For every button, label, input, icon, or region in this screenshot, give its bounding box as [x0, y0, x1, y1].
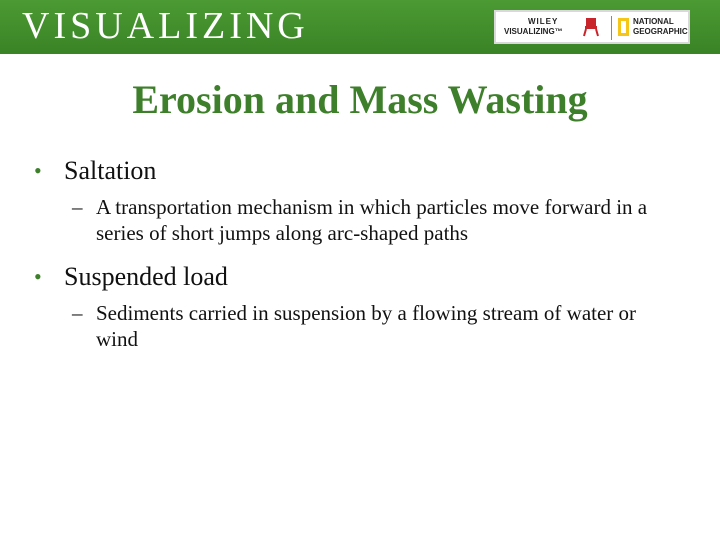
sub-bullet-text: Sediments carried in suspension by a flowing stream of water or wind: [96, 301, 637, 351]
banner-title: VISUALIZING: [22, 5, 309, 47]
national-geographic-text: [633, 17, 688, 37]
bullet-dot: •: [34, 264, 42, 289]
sub-bullet-suspended-load: [34, 300, 674, 352]
national-geographic-icon: [618, 18, 629, 36]
natgeo-line-1: NATIONAL: [633, 17, 674, 26]
logo-divider: [611, 16, 612, 40]
wiley-logo-text: WILEY: [528, 17, 559, 26]
bullet-text: Saltation: [64, 156, 157, 185]
slide-title: Erosion and Mass Wasting: [132, 77, 588, 122]
sub-bullet-text: A transportation mechanism in which particles move forward in a series of short jumps along arc-shaped paths: [96, 195, 648, 245]
sub-bullet-dash: –: [72, 301, 83, 325]
bullet-suspended-load: [34, 260, 674, 294]
bullet-text: Suspended load: [64, 262, 228, 291]
sub-bullet-dash: –: [72, 195, 83, 219]
slide-content: [34, 154, 674, 366]
header-banner: [0, 0, 720, 54]
publisher-logo: [494, 10, 690, 44]
natgeo-line-2: GEOGRAPHIC: [633, 27, 688, 36]
visualizing-logo-text: VISUALIZING™: [504, 27, 563, 36]
sub-bullet-saltation: [34, 194, 674, 246]
bullet-dot: •: [34, 158, 42, 183]
chair-icon: [582, 17, 600, 37]
bullet-saltation: [34, 154, 674, 188]
